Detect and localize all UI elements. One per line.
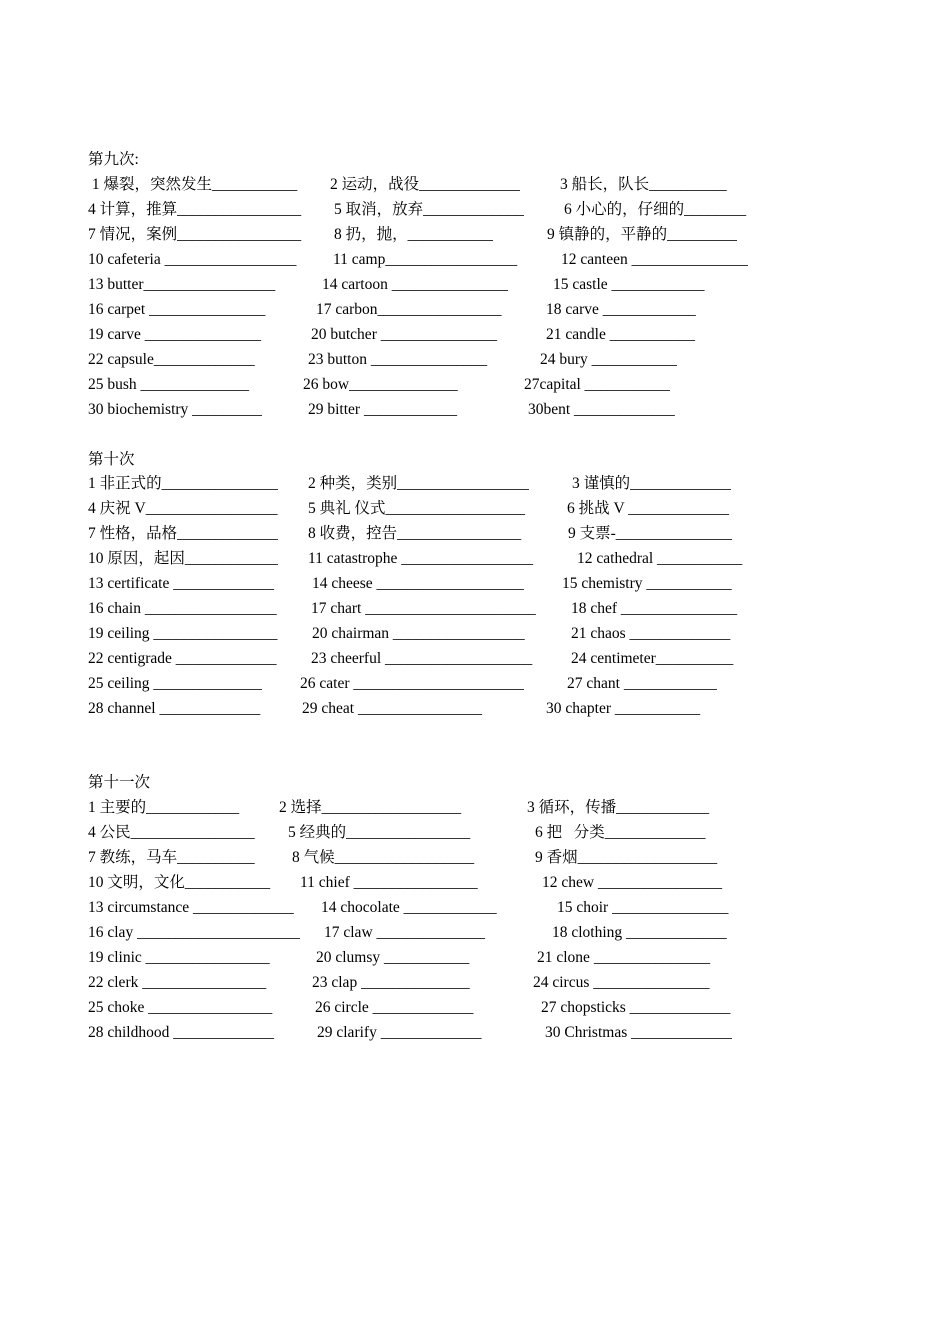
vocab-item: 18 chef _______________ — [571, 600, 738, 617]
vocab-row — [0, 348, 677, 372]
vocab-item: 25 bush ______________ — [88, 376, 250, 393]
vocab-item: 27 chopsticks _____________ — [541, 999, 731, 1016]
vocab-item: 1 主要的____________ — [88, 799, 240, 816]
vocab-item: 12 canteen _______________ — [561, 251, 748, 268]
vocab-item: 1 爆裂，突然发生___________ — [88, 176, 298, 193]
vocab-item: 10 原因，起因____________ — [88, 550, 278, 567]
vocab-item: 8 气候__________________ — [292, 849, 475, 866]
section-title: 第十一次 — [88, 774, 151, 791]
vocab-row — [0, 1021, 732, 1045]
vocab-row — [0, 248, 748, 272]
vocab-row — [0, 497, 730, 521]
vocab-item: 8 扔，抛，___________ — [334, 226, 493, 243]
vocab-item: 4 计算，推算________________ — [88, 201, 302, 218]
vocab-item: 4 公民________________ — [88, 824, 255, 841]
vocab-item: 10 cafeteria _________________ — [88, 251, 297, 268]
vocab-item: 5 经典的________________ — [288, 824, 471, 841]
vocab-item: 18 clothing _____________ — [552, 924, 727, 941]
vocab-row — [0, 323, 695, 347]
vocab-item: 15 castle ____________ — [553, 276, 705, 293]
vocab-item: 26 bow______________ — [303, 376, 458, 393]
vocab-item: 22 capsule_____________ — [88, 351, 255, 368]
vocab-item: 13 circumstance _____________ — [88, 899, 294, 916]
vocab-item: 24 bury ___________ — [540, 351, 677, 368]
vocab-item: 8 收费，控告________________ — [308, 525, 522, 542]
vocab-row — [0, 921, 727, 945]
vocab-item: 6 挑战 V _____________ — [567, 500, 730, 517]
vocab-item: 27capital ___________ — [524, 376, 670, 393]
vocab-row — [0, 223, 737, 247]
vocab-row — [0, 547, 743, 571]
vocab-row — [0, 298, 696, 322]
vocab-item: 7 情况，案例________________ — [88, 226, 302, 243]
vocab-item: 9 支票-_______________ — [568, 525, 733, 542]
vocab-item: 28 childhood _____________ — [88, 1024, 274, 1041]
vocab-item: 10 文明，文化___________ — [88, 874, 271, 891]
vocab-row — [0, 472, 731, 496]
vocab-item: 16 chain _________________ — [88, 600, 277, 617]
vocab-item: 21 candle ___________ — [546, 326, 695, 343]
vocab-item: 25 choke ________________ — [88, 999, 273, 1016]
vocab-row — [0, 198, 747, 222]
vocab-item: 6 小心的，仔细的________ — [564, 201, 747, 218]
vocab-item: 21 chaos _____________ — [571, 625, 731, 642]
vocab-item: 13 butter_________________ — [88, 276, 276, 293]
vocab-item: 17 carbon________________ — [316, 301, 502, 318]
vocab-item: 11 catastrophe _________________ — [308, 550, 533, 567]
vocab-item: 30 chapter ___________ — [546, 700, 701, 717]
vocab-item: 2 种类，类别_________________ — [308, 475, 529, 492]
vocab-item: 5 典礼 仪式__________________ — [308, 500, 526, 517]
vocab-row — [0, 398, 675, 422]
vocab-item: 23 clap ______________ — [312, 974, 470, 991]
vocab-item: 23 cheerful ___________________ — [311, 650, 533, 667]
vocab-row — [0, 971, 710, 995]
vocab-item: 30bent _____________ — [528, 401, 675, 418]
vocab-item: 5 取消，放弃_____________ — [334, 201, 524, 218]
vocab-item: 18 carve ____________ — [546, 301, 696, 318]
vocab-row — [0, 522, 733, 546]
vocab-item: 19 carve _______________ — [88, 326, 262, 343]
vocab-item: 2 选择__________________ — [279, 799, 462, 816]
vocab-item: 19 ceiling ________________ — [88, 625, 278, 642]
vocab-row — [0, 846, 718, 870]
vocab-item: 26 circle _____________ — [315, 999, 474, 1016]
vocab-item: 13 certificate _____________ — [88, 575, 274, 592]
vocab-item: 2 运动，战役_____________ — [330, 176, 520, 193]
vocab-item: 20 butcher _______________ — [311, 326, 497, 343]
vocab-row — [0, 373, 670, 397]
vocab-item: 11 chief ________________ — [300, 874, 478, 891]
vocab-item: 9 香烟__________________ — [535, 849, 718, 866]
vocab-item: 3 循环，传播____________ — [527, 799, 710, 816]
vocab-row — [0, 821, 706, 845]
vocab-item: 29 bitter ____________ — [308, 401, 457, 418]
vocab-item: 3 谨慎的_____________ — [572, 475, 731, 492]
vocab-item: 26 cater ______________________ — [300, 675, 524, 692]
vocab-row — [0, 597, 738, 621]
vocab-row — [0, 796, 710, 820]
vocab-row — [0, 173, 727, 197]
vocab-item: 29 clarify _____________ — [317, 1024, 482, 1041]
vocab-item: 3 船长，队长__________ — [560, 176, 727, 193]
vocab-item: 28 channel _____________ — [88, 700, 261, 717]
vocab-item: 17 chart ______________________ — [311, 600, 536, 617]
vocab-item: 7 教练，马车__________ — [88, 849, 255, 866]
vocab-row — [0, 896, 729, 920]
vocab-item: 20 clumsy ___________ — [316, 949, 470, 966]
vocab-item: 9 镇静的，平静的_________ — [547, 226, 737, 243]
vocab-item: 11 camp_________________ — [333, 251, 518, 268]
vocab-row — [0, 647, 734, 671]
vocab-item: 12 chew ________________ — [542, 874, 722, 891]
vocab-item: 30 biochemistry _________ — [88, 401, 262, 418]
vocab-item: 23 button _______________ — [308, 351, 488, 368]
vocab-item: 1 非正式的_______________ — [88, 475, 278, 492]
vocab-item: 22 centigrade _____________ — [88, 650, 277, 667]
vocab-item: 27 chant ____________ — [567, 675, 717, 692]
vocab-item: 4 庆祝 V_________________ — [88, 500, 278, 517]
vocab-item: 14 cartoon _______________ — [322, 276, 508, 293]
vocab-row — [0, 946, 711, 970]
vocab-item: 30 Christmas _____________ — [545, 1024, 732, 1041]
section-title: 第九次: — [88, 151, 139, 168]
vocab-item: 22 clerk ________________ — [88, 974, 267, 991]
vocab-item: 7 性格，品格_____________ — [88, 525, 278, 542]
vocab-item: 6 把 分类_____________ — [535, 824, 706, 841]
vocab-row — [0, 572, 732, 596]
vocab-item: 16 clay _____________________ — [88, 924, 300, 941]
section-title: 第十次 — [88, 451, 135, 468]
vocab-row — [0, 672, 717, 696]
vocab-row — [0, 697, 701, 721]
vocab-item: 20 chairman _________________ — [312, 625, 525, 642]
vocab-row — [0, 871, 722, 895]
vocab-item: 24 centimeter__________ — [571, 650, 734, 667]
vocab-item: 15 choir _______________ — [557, 899, 729, 916]
vocab-item: 21 clone _______________ — [537, 949, 711, 966]
vocab-item: 29 cheat ________________ — [302, 700, 482, 717]
vocab-item: 25 ceiling ______________ — [88, 675, 262, 692]
vocab-item: 19 clinic ________________ — [88, 949, 270, 966]
vocab-row — [0, 996, 731, 1020]
vocab-item: 15 chemistry ___________ — [562, 575, 732, 592]
vocab-item: 24 circus _______________ — [533, 974, 710, 991]
vocab-row — [0, 622, 731, 646]
vocab-item: 16 carpet _______________ — [88, 301, 266, 318]
vocab-item: 14 chocolate ____________ — [321, 899, 497, 916]
vocab-item: 14 cheese ___________________ — [312, 575, 524, 592]
vocab-item: 12 cathedral ___________ — [577, 550, 743, 567]
vocab-row — [0, 273, 705, 297]
vocab-item: 17 claw ______________ — [324, 924, 486, 941]
